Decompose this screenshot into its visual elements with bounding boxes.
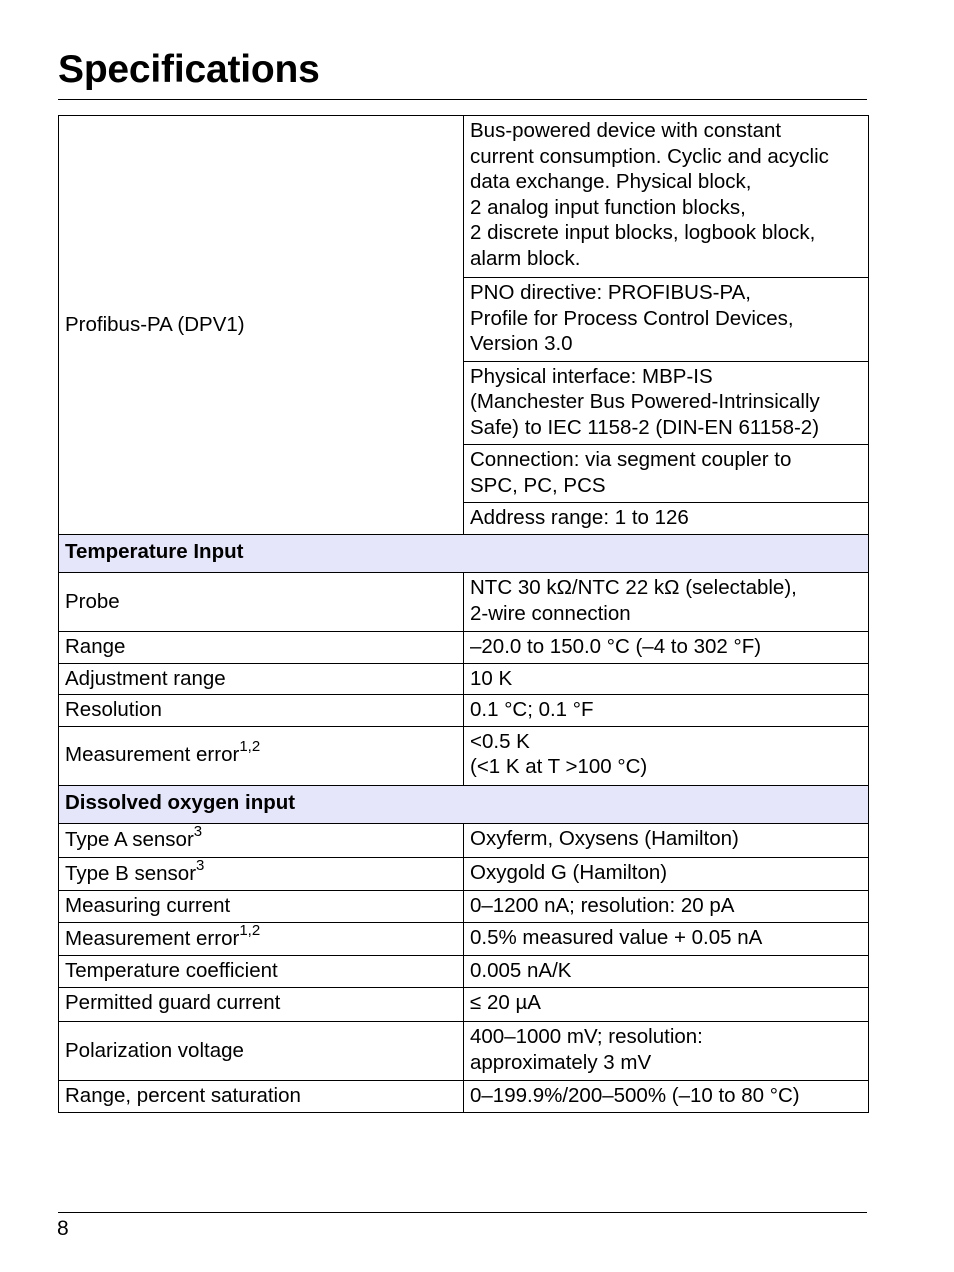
profibus-value: Bus-powered device with constant current consumption. Cyclic and acyclic data exchange. Physical block, 2 analog input function blocks, 2 discrete input blocks, logbook block, alarm block. [464, 116, 869, 278]
spec-label: Type B sensor [65, 861, 197, 885]
spec-label: Permitted guard current [59, 987, 464, 1022]
specifications-table [58, 115, 869, 1113]
table-row [59, 922, 869, 956]
profibus-value: Physical interface: MBP-IS (Manchester Bus Powered-Intrinsically Safe) to IEC 1158-2 (DIN-EN 61158-2) [464, 361, 869, 445]
spec-label: Temperature coefficient [59, 956, 464, 988]
spec-label: Measurement error [65, 926, 240, 950]
profibus-label: Profibus-PA (DPV1) [59, 116, 464, 535]
title-divider [58, 99, 867, 100]
section-header-row [59, 534, 869, 573]
table-row [59, 116, 869, 278]
spec-label: Range [59, 632, 464, 664]
spec-value: 400–1000 mV; resolution: approximately 3 mV [464, 1022, 869, 1081]
spec-label: Resolution [59, 695, 464, 727]
spec-value: ≤ 20 µA [464, 987, 869, 1022]
spec-value: <0.5 K (<1 K at T >100 °C) [464, 726, 869, 785]
spec-value: 0.005 nA/K [464, 956, 869, 988]
table-row [59, 1022, 869, 1081]
spec-label-cell [59, 726, 464, 785]
spec-label-cell [59, 857, 464, 891]
spec-value: 0–199.9%/200–500% (–10 to 80 °C) [464, 1081, 869, 1113]
spec-value: 0–1200 nA; resolution: 20 pA [464, 891, 869, 923]
section-header-row [59, 785, 869, 824]
footnote-ref: 3 [196, 856, 205, 874]
spec-label-cell [59, 824, 464, 858]
spec-value: NTC 30 kΩ/NTC 22 kΩ (selectable), 2-wire connection [464, 573, 869, 632]
table-row [59, 632, 869, 664]
page-number: 8 [57, 1217, 69, 1240]
table-row [59, 663, 869, 695]
spec-label: Polarization voltage [59, 1022, 464, 1081]
footnote-ref: 1,2 [239, 738, 261, 756]
spec-label: Range, percent saturation [59, 1081, 464, 1113]
spec-value: 0.5% measured value + 0.05 nA [464, 922, 869, 956]
spec-label: Measuring current [59, 891, 464, 923]
table-row [59, 695, 869, 727]
table-row [59, 824, 869, 858]
spec-value: –20.0 to 150.0 °C (–4 to 302 °F) [464, 632, 869, 664]
table-row [59, 726, 869, 785]
page-title: Specifications [58, 48, 320, 91]
section-heading: Temperature Input [59, 534, 869, 573]
spec-label: Type A sensor [65, 828, 194, 851]
footnote-ref: 3 [193, 823, 203, 841]
spec-value: Oxyferm, Oxysens (Hamilton) [464, 824, 869, 858]
table-row [59, 987, 869, 1022]
spec-value: 0.1 °C; 0.1 °F [464, 695, 869, 727]
profibus-value: Connection: via segment coupler to SPC, PC, PCS [464, 445, 869, 503]
footer-divider [58, 1212, 867, 1213]
table-row [59, 891, 869, 923]
table-row [59, 956, 869, 988]
table-row [59, 1081, 869, 1113]
spec-label: Measurement error [65, 743, 240, 767]
spec-value: Oxygold G (Hamilton) [464, 857, 869, 891]
profibus-value: PNO directive: PROFIBUS-PA, Profile for Process Control Devices, Version 3.0 [464, 278, 869, 362]
spec-value: 10 K [464, 663, 869, 695]
spec-label: Probe [59, 573, 464, 632]
footnote-ref: 1,2 [239, 921, 261, 939]
section-heading: Dissolved oxygen input [59, 785, 869, 824]
spec-label: Adjustment range [59, 663, 464, 695]
table-row [59, 857, 869, 891]
spec-label-cell [59, 922, 464, 956]
table-row [59, 573, 869, 632]
profibus-value: Address range: 1 to 126 [464, 503, 869, 535]
